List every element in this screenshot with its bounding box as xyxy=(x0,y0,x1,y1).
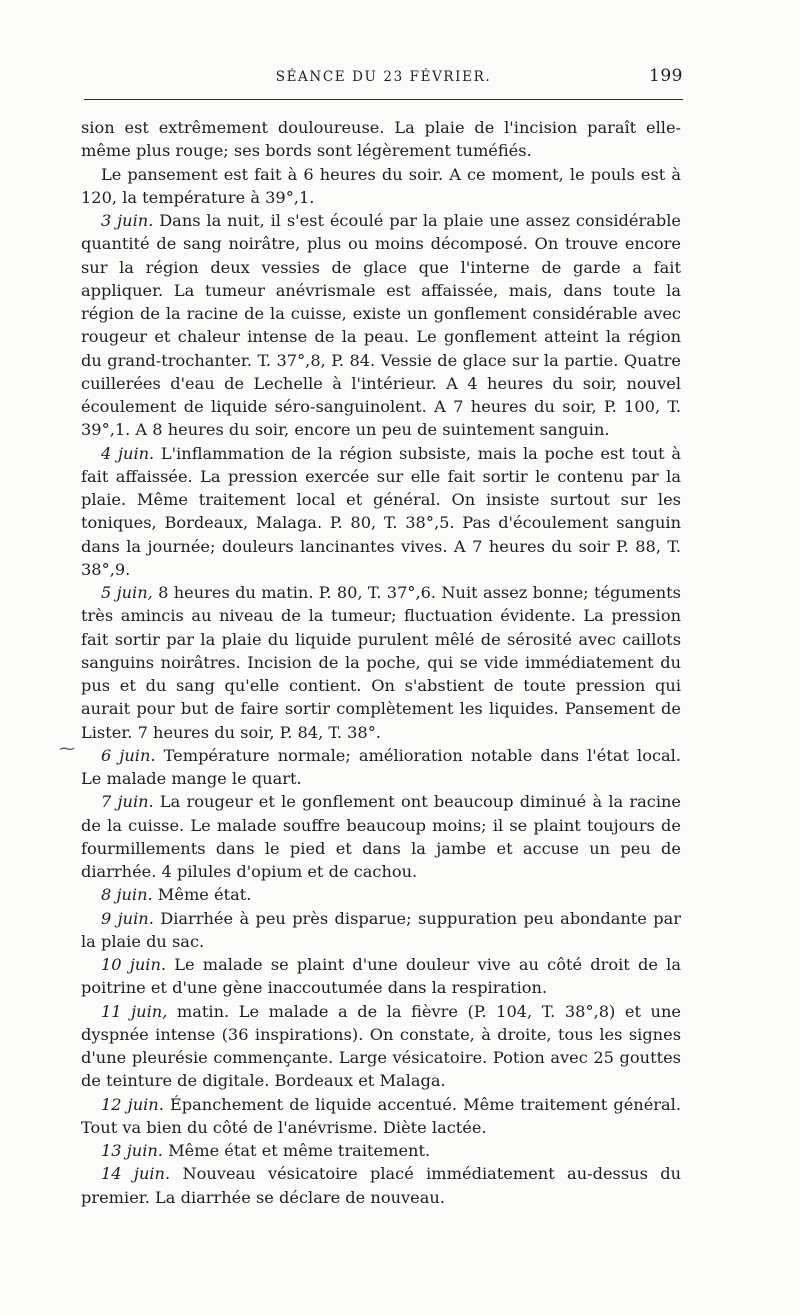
paragraph-text: Épanchement de liquide accentué. Même traitement général. Tout va bien du côté de l'anévrisme. Diète lactée. xyxy=(81,1094,681,1137)
entry-date: 5 juin, xyxy=(101,583,153,602)
paragraph-text: Le pansement est fait à 6 heures du soir. A ce moment, le pouls est à 120, la température à 39°,1. xyxy=(81,164,681,207)
paragraph-text: sion est extrêmement douloureuse. La plaie de l'incision paraît elle-même plus rouge; ses bords sont légèrement tuméfiés. xyxy=(81,118,681,161)
entry-date: 3 juin. xyxy=(101,211,154,230)
page-body xyxy=(81,116,681,1209)
paragraph-text: La rougeur et le gonflement ont beaucoup diminué à la racine de la cuisse. Le malade souffre beaucoup moins; il se plaint toujours de fourmillements dans le pied et dans la jambe et accuse un peu de diarrhée. 4 pilules d'opium et de cachou. xyxy=(81,792,681,881)
paragraph-text: Le malade se plaint d'une douleur vive au côté droit de la poitrine et d'une gène inaccoutumée dans la respiration. xyxy=(81,955,681,998)
paragraph-text: L'inflammation de la région subsiste, mais la poche est tout à fait affaissée. La pression exercée sur elle fait sortir le contenu par la plaie. Même traitement local et général. On insiste surtout sur les toniques, Bordeaux, Malaga. P. 80, T. 38°,5. Pas d'écoulement sanguin dans la journée; douleurs lancinantes vives. A 7 heures du soir P. 88, T. 38°,9. xyxy=(81,443,682,579)
paragraph-text: Nouveau vésicatoire placé immédiatement au-dessus du premier. La diarrhée se déclare de nouveau. xyxy=(81,1164,682,1207)
running-title: SÉANCE DU 23 FÉVRIER. xyxy=(275,69,492,85)
paragraph xyxy=(81,790,681,883)
paragraph xyxy=(81,209,681,442)
margin-mark: ⁓ xyxy=(59,739,75,758)
entry-date: 4 juin. xyxy=(101,443,155,463)
paragraph-text: Dans la nuit, il s'est écoulé par la plaie une assez considérable quantité de sang noirâtre, plus ou moins décomposé. On trouve encore sur la région deux vessies de glace que l'interne de garde a fait appliquer. La tumeur anévrismale est affaissée, mais, dans toute la région de la racine de la cuisse, existe un gonflement considérable avec rougeur et chaleur intense de la peau. Le gonflement atteint la région du grand-trochanter. T. 37°,8, P. 84. Vessie de glace sur la partie. Quatre cuillerées d'eau de Lechelle à l'intérieur. A 4 heures du soir, nouvel écoulement de liquide séro-sanguinolent. A 7 heures du soir, P. 100, T. 39°,1. A 8 heures du soir, encore un peu de suintement sanguin. xyxy=(81,211,681,440)
entry-date: 7 juin. xyxy=(101,792,154,812)
paragraph-text: Même état et même traitement. xyxy=(162,1141,431,1160)
paragraph xyxy=(81,163,681,210)
paragraph xyxy=(81,442,681,582)
entry-date: 10 juin. xyxy=(101,955,167,974)
paragraph xyxy=(81,883,681,906)
paragraph-text: 8 heures du matin. P. 80, T. 37°,6. Nuit assez bonne; téguments très amincis au niveau de la tumeur; fluctuation évidente. La pression fait sortir par la plaie du liquide purulent mêlé de sérosité avec caillots sanguins noirâtres. Incision de la poche, qui se vide immédiatement du pus et du sang qu'elle contient. On s'abstient de toute pression qui aurait pour but de faire sortir complètement les liquides. Pansement de Lister. 7 heures du soir, P. 84, T. 38°. xyxy=(81,583,681,742)
paragraph-text: Même état. xyxy=(152,885,252,905)
paragraph xyxy=(81,116,681,163)
running-header xyxy=(84,66,683,88)
paragraph xyxy=(81,1162,681,1209)
paragraph-text: Diarrhée à peu près disparue; suppuration peu abondante par la plaie du sac. xyxy=(81,908,681,951)
entry-date: 11 juin, xyxy=(101,1001,168,1021)
paragraph xyxy=(81,1093,681,1140)
paragraph xyxy=(81,953,681,1000)
entry-date: 13 juin. xyxy=(101,1141,163,1160)
entry-date: 6 juin. xyxy=(101,745,156,765)
paragraph xyxy=(81,1000,681,1093)
entry-date: 8 juin. xyxy=(101,885,153,905)
page-number: 199 xyxy=(649,66,683,86)
paragraph xyxy=(81,581,681,744)
paragraph xyxy=(81,744,681,791)
header-rule xyxy=(84,99,683,100)
paragraph xyxy=(81,1139,681,1162)
paragraph xyxy=(81,907,681,954)
entry-date: 14 juin. xyxy=(101,1164,171,1184)
entry-date: 9 juin. xyxy=(101,908,154,928)
paragraph-text: Température normale; amélioration notable dans l'état local. Le malade mange le quart. xyxy=(81,745,681,788)
entry-date: 12 juin. xyxy=(101,1094,164,1114)
paragraph-text: matin. Le malade a de la fièvre (P. 104, T. 38°,8) et une dyspnée intense (36 inspirations). On constate, à droite, tous les signes d'une pleurésie commençante. Large vésicatoire. Potion avec 25 gouttes de teinture de digitale. Bordeaux et Malaga. xyxy=(81,1001,681,1091)
